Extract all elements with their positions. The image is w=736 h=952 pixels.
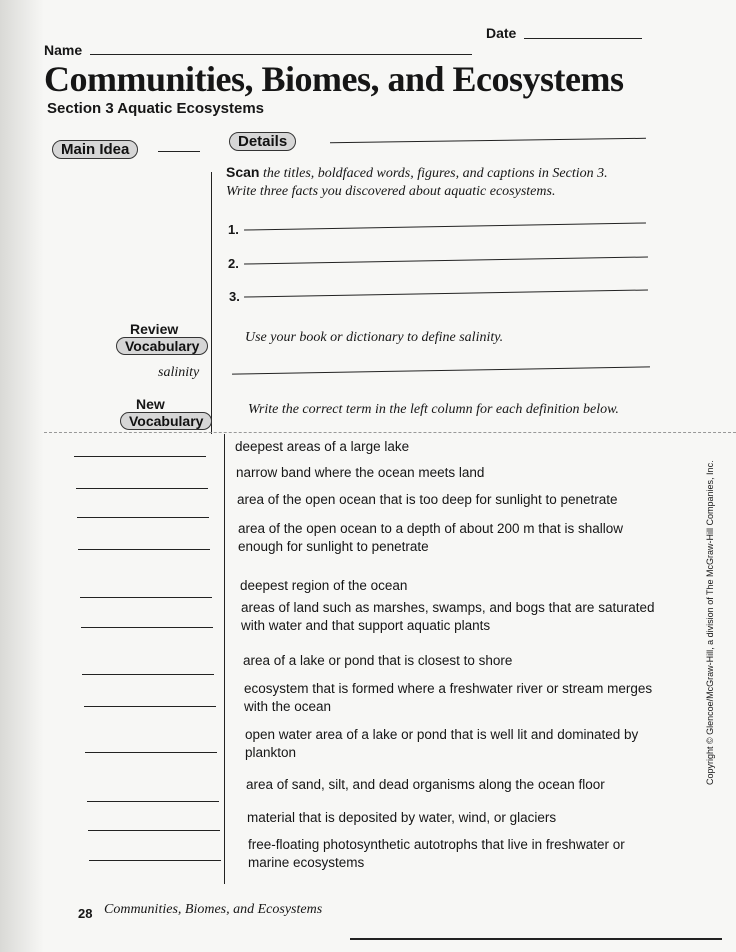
new-vocabulary-tab	[120, 396, 212, 430]
fold-line	[44, 432, 736, 433]
copyright-notice: Copyright © Glencoe/McGraw-Hill, a division of The McGraw-Hill Companies, Inc.	[705, 460, 715, 785]
definition-11: material that is deposited by water, wind, or glaciers	[247, 810, 557, 825]
definition-2: narrow band where the ocean meets land	[236, 465, 485, 480]
answer-field-9[interactable]	[85, 752, 217, 753]
definition-12: free-floating photosynthetic autotrophs that live in freshwater or marine ecosystems	[248, 837, 625, 870]
scan-instruction-line1: Scan the titles, boldfaced words, figures, and captions in Section 3.	[226, 164, 608, 181]
answer-field-1[interactable]	[74, 456, 206, 457]
answer-field-8[interactable]	[84, 706, 216, 707]
name-label: Name	[44, 42, 83, 58]
answer-field-10[interactable]	[87, 801, 219, 802]
answer-field-6[interactable]	[81, 627, 213, 628]
answer-field-11[interactable]	[88, 830, 220, 831]
footer-book-title: Communities, Biomes, and Ecosystems	[104, 902, 323, 917]
page-title: Communities, Biomes, and Ecosystems	[44, 59, 624, 99]
answer-field-4[interactable]	[78, 549, 210, 550]
date-label: Date	[486, 25, 517, 41]
column-divider-top	[211, 172, 212, 434]
answer-field-2[interactable]	[76, 488, 208, 489]
definition-4: area of the open ocean to a depth of about 200 m that is shallow enough for sunlight to penetrate	[238, 521, 624, 554]
answer-field-5[interactable]	[80, 597, 212, 598]
date-field[interactable]	[524, 38, 642, 39]
definition-8: ecosystem that is formed where a freshwater river or stream merges with the ocean	[244, 681, 653, 714]
definition-1: deepest areas of a large lake	[235, 439, 410, 454]
definition-6: areas of land such as marshes, swamps, and bogs that are saturated with water and that support aquatic plants	[241, 600, 655, 633]
answer-field-3[interactable]	[77, 517, 209, 518]
footer-rule	[350, 938, 722, 940]
fact-2-field[interactable]	[244, 256, 648, 264]
scan-shadow	[0, 0, 44, 952]
details-tab: Details	[229, 132, 296, 151]
salinity-definition-field[interactable]	[232, 366, 650, 374]
new-tab-bottom: Vocabulary	[120, 412, 212, 430]
new-tab-top: New	[136, 396, 165, 412]
fact-3-field[interactable]	[244, 289, 648, 297]
column-divider-bottom	[224, 434, 225, 884]
name-field[interactable]	[90, 54, 472, 55]
main-idea-tab: Main Idea	[52, 140, 138, 159]
answer-field-7[interactable]	[82, 674, 214, 675]
review-instruction: Use your book or dictionary to define salinity.	[245, 330, 504, 345]
details-rule	[330, 138, 646, 143]
main-idea-rule	[158, 151, 200, 152]
fact-number-1: 1.	[228, 222, 239, 237]
page-number: 28	[78, 906, 93, 921]
fact-number-3: 3.	[229, 289, 240, 304]
answer-field-12[interactable]	[89, 860, 221, 861]
definition-3: area of the open ocean that is too deep for sunlight to penetrate	[237, 492, 618, 507]
review-tab-bottom: Vocabulary	[116, 337, 208, 355]
fact-1-field[interactable]	[244, 222, 646, 230]
review-term: salinity	[158, 365, 200, 380]
definition-5: deepest region of the ocean	[240, 578, 408, 593]
definition-7: area of a lake or pond that is closest to shore	[243, 653, 513, 668]
section-title: Section 3 Aquatic Ecosystems	[47, 100, 265, 117]
scan-instruction-line2: Write three facts you discovered about aquatic ecosystems.	[226, 184, 556, 199]
review-vocabulary-tab	[116, 321, 208, 355]
new-vocab-instruction: Write the correct term in the left column for each definition below.	[248, 402, 619, 417]
fact-number-2: 2.	[228, 256, 239, 271]
review-tab-top: Review	[130, 321, 179, 337]
definition-9: open water area of a lake or pond that is well lit and dominated by plankton	[245, 727, 639, 760]
definition-10: area of sand, silt, and dead organisms along the ocean floor	[246, 777, 605, 792]
